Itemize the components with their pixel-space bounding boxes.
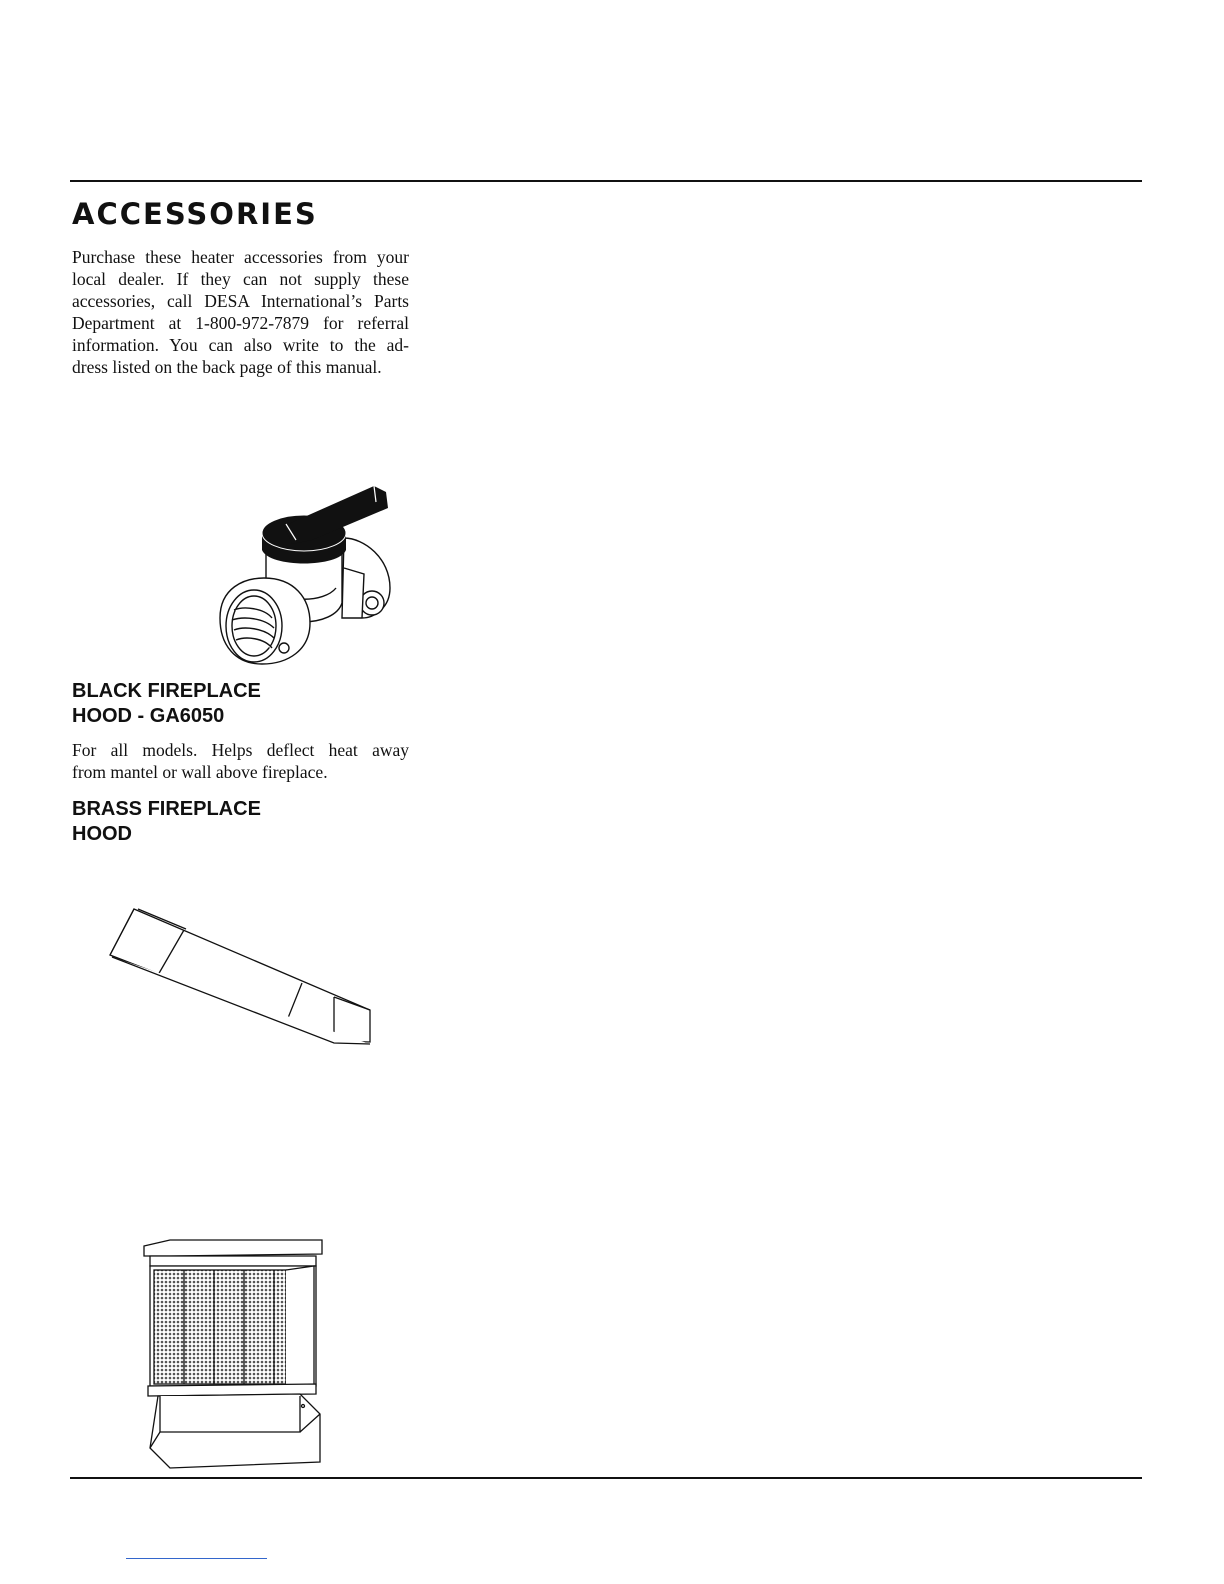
intro-line: information. You can also write to the ad- — [72, 335, 409, 355]
intro-line: Department at 1-800-972-7879 for referral — [72, 313, 409, 333]
intro-line: accessories, call DESA International’s Parts — [72, 291, 409, 311]
brass-hood-title — [72, 797, 261, 847]
intro-line: Purchase these heater accessories from your — [72, 247, 409, 267]
intro-line: dress listed on the back page of this manual. — [72, 357, 382, 377]
description-line: from mantel or wall above fireplace. — [72, 762, 328, 782]
top-rule — [70, 180, 1142, 182]
description-line: For all models. Helps deflect heat away — [72, 740, 409, 760]
brass-hood-title-line: BRASS FIREPLACE — [72, 798, 261, 820]
intro-paragraph — [72, 246, 409, 378]
black-hood-description — [72, 739, 409, 783]
black-hood-title-line: BLACK FIREPLACE — [72, 680, 261, 702]
gas-valve-illustration — [214, 478, 396, 668]
black-hood-title-line: HOOD - GA6050 — [72, 705, 225, 727]
section-title: ACCESSORIES — [72, 197, 318, 231]
footer-link-underline — [126, 1558, 267, 1559]
bottom-rule — [70, 1477, 1142, 1479]
intro-line: local dealer. If they can not supply these — [72, 269, 409, 289]
brass-hood-title-line: HOOD — [72, 823, 132, 845]
fireplace-hood-illustration — [104, 905, 374, 1045]
heater-illustration — [140, 1236, 326, 1470]
black-hood-title — [72, 679, 261, 729]
